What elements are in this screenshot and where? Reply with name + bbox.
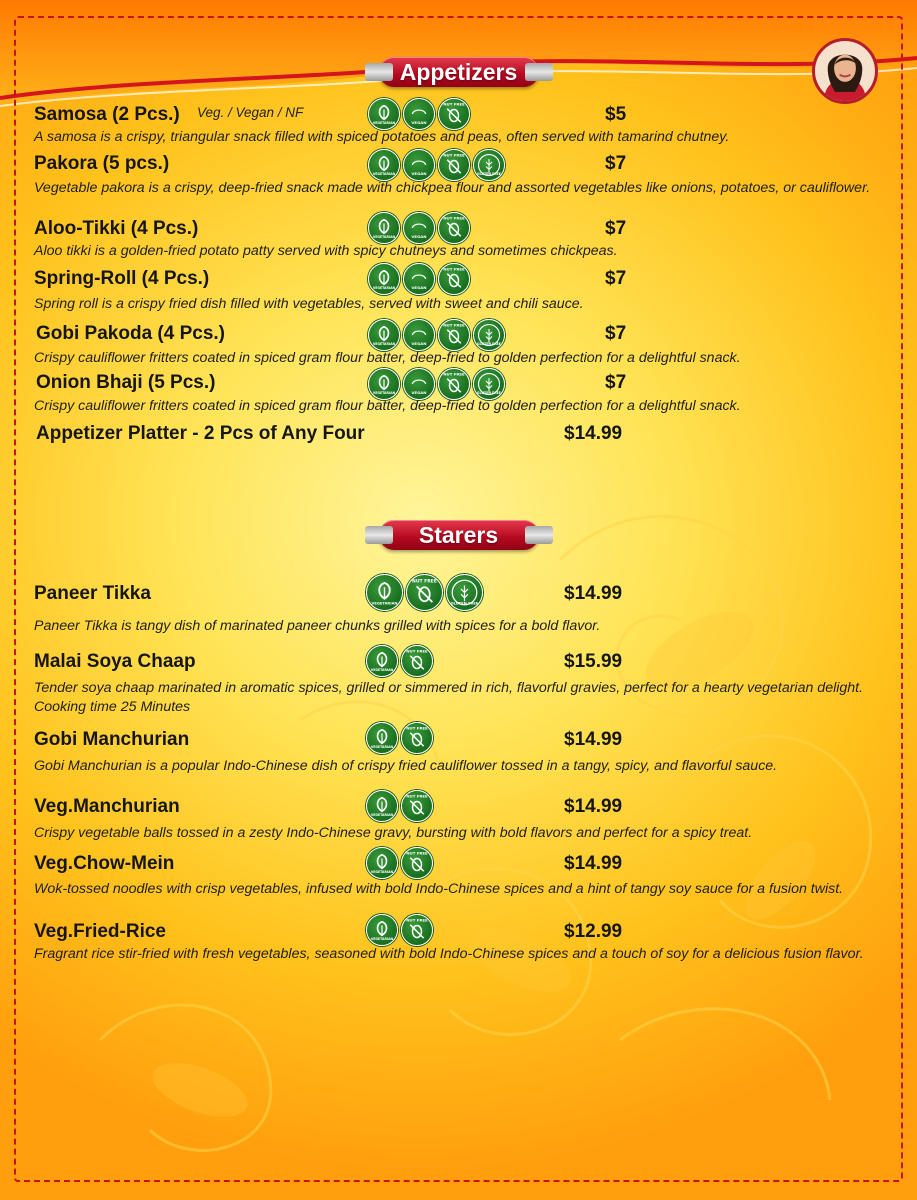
chef-portrait-icon [815, 41, 875, 101]
svg-text:VEGETARIAN: VEGETARIAN [372, 286, 396, 291]
svg-text:NUT FREE: NUT FREE [406, 850, 428, 856]
diet-badges [366, 914, 433, 946]
section-banner-starters: Starers [379, 520, 539, 550]
menu-item-price: $12.99 [564, 921, 623, 942]
vegan-icon [403, 212, 435, 244]
chef-avatar [812, 38, 878, 104]
vegan-icon [403, 263, 435, 295]
svg-text:VEGETARIAN: VEGETARIAN [371, 601, 398, 606]
svg-text:VEGETARIAN: VEGETARIAN [372, 391, 396, 396]
diet-badges [366, 847, 433, 879]
svg-text:NUT FREE: NUT FREE [443, 322, 465, 328]
diet-badges [368, 98, 470, 130]
nut-free-icon [401, 914, 433, 946]
menu-item-price: $7 [605, 153, 627, 174]
svg-text:VEGETARIAN: VEGETARIAN [370, 870, 394, 875]
svg-text:NUT FREE: NUT FREE [406, 725, 428, 731]
svg-text:VEGETARIAN: VEGETARIAN [372, 121, 396, 126]
menu-item-name: Aloo-Tikki (4 Pcs.) [34, 218, 199, 239]
menu-item-price: $15.99 [564, 651, 623, 672]
menu-item-description: Vegetable pakora is a crispy, deep-fried snack made with chickpea flour and assorted vegetables like onions, potatoes, or cauliflower. [34, 180, 871, 196]
svg-text:NUT FREE: NUT FREE [406, 648, 428, 654]
nut-free-icon [401, 722, 433, 754]
menu-item-name: Veg.Fried-Rice [34, 921, 166, 942]
menu-item-name: Samosa (2 Pcs.) [34, 104, 180, 125]
menu-item-name: Veg.Chow-Mein [34, 853, 175, 874]
svg-text:VEGAN: VEGAN [411, 234, 427, 240]
svg-text:VEGAN: VEGAN [411, 285, 427, 291]
svg-text:GLUTEN FREE: GLUTEN FREE [477, 342, 501, 347]
vegan-icon [403, 319, 435, 351]
menu-item-description: Gobi Manchurian is a popular Indo-Chinese dish of crispy fried cauliflower tossed in a tangy, spicy, and flavorful sauce. [34, 758, 778, 774]
vegetarian-icon [368, 263, 400, 295]
menu-item-price: $7 [605, 323, 627, 344]
menu-item-diet-note: Veg. / Vegan / NF [197, 105, 304, 120]
vegetarian-icon [368, 368, 400, 400]
menu-item-name: Paneer Tikka [34, 583, 151, 604]
svg-text:VEGETARIAN: VEGETARIAN [370, 668, 394, 673]
diet-badges [368, 212, 470, 244]
gluten-free-icon [446, 574, 483, 611]
svg-text:NUT FREE: NUT FREE [443, 152, 465, 158]
vegetarian-icon [368, 319, 400, 351]
vegetarian-icon [366, 847, 398, 879]
svg-text:GLUTEN FREE: GLUTEN FREE [450, 601, 479, 606]
vegetarian-icon [366, 790, 398, 822]
diet-badges [368, 368, 505, 400]
gluten-free-icon [473, 149, 505, 181]
vegan-icon [403, 368, 435, 400]
nut-free-icon [438, 98, 470, 130]
svg-text:VEGETARIAN: VEGETARIAN [372, 342, 396, 347]
menu-item-price: $14.99 [564, 423, 623, 444]
menu-item-description: Wok-tossed noodles with crisp vegetables, infused with bold Indo-Chinese spices and a hint of tangy soy sauce for a fusion twist. [34, 881, 844, 897]
diet-badges [368, 263, 470, 295]
menu-item-name: Spring-Roll (4 Pcs.) [34, 268, 210, 289]
menu-item-name: Malai Soya Chaap [34, 651, 196, 672]
svg-text:NUT FREE: NUT FREE [406, 917, 428, 923]
menu-item-description: Crispy vegetable balls tossed in a zesty Indo-Chinese gravy, bursting with bold flavors and perfect for a spicy treat. [34, 825, 753, 841]
nut-free-icon [401, 790, 433, 822]
nut-free-icon [438, 149, 470, 181]
vegetarian-icon [366, 574, 403, 611]
diet-badges [366, 722, 433, 754]
menu-item-name: Appetizer Platter - 2 Pcs of Any Four [36, 423, 365, 444]
svg-text:NUT FREE: NUT FREE [443, 215, 465, 221]
nut-free-icon [438, 212, 470, 244]
svg-text:NUT FREE: NUT FREE [443, 371, 465, 377]
menu-item-price: $14.99 [564, 729, 623, 750]
vegetarian-icon [366, 645, 398, 677]
svg-text:VEGETARIAN: VEGETARIAN [370, 937, 394, 942]
nut-free-icon [401, 847, 433, 879]
gluten-free-icon [473, 319, 505, 351]
menu-item-description: Tender soya chaap marinated in aromatic spices, grilled or simmered in rich, flavorful gravies, perfect for a hearty vegetarian delight. Cooking time 25 Minutes [34, 680, 864, 715]
svg-text:VEGETARIAN: VEGETARIAN [372, 235, 396, 240]
menu-item-price: $5 [605, 104, 627, 125]
nut-free-icon [438, 319, 470, 351]
svg-text:NUT FREE: NUT FREE [406, 793, 428, 799]
menu-item-name: Onion Bhaji (5 Pcs.) [36, 372, 216, 393]
svg-text:GLUTEN FREE: GLUTEN FREE [477, 172, 501, 177]
svg-text:VEGAN: VEGAN [411, 341, 427, 347]
svg-text:VEGAN: VEGAN [411, 171, 427, 177]
menu-item-name: Gobi Manchurian [34, 729, 190, 750]
svg-text:NUT FREE: NUT FREE [443, 266, 465, 272]
vegan-icon [403, 98, 435, 130]
menu-item-name: Veg.Manchurian [34, 796, 180, 817]
vegan-icon [403, 149, 435, 181]
nut-free-icon [406, 574, 443, 611]
diet-badges [366, 645, 433, 677]
svg-text:VEGETARIAN: VEGETARIAN [370, 745, 394, 750]
nut-free-icon [438, 368, 470, 400]
diet-badges [366, 574, 483, 611]
vegetarian-icon [366, 914, 398, 946]
menu-item-name: Pakora (5 pcs.) [34, 153, 170, 174]
svg-text:VEGETARIAN: VEGETARIAN [370, 813, 394, 818]
menu-item-name: Gobi Pakoda (4 Pcs.) [36, 323, 225, 344]
svg-text:GLUTEN FREE: GLUTEN FREE [477, 391, 501, 396]
menu-item-description: Aloo tikki is a golden-fried potato patty served with spicy chutneys and sometimes chickpeas. [34, 243, 618, 259]
svg-text:VEGAN: VEGAN [411, 390, 427, 396]
gluten-free-icon [473, 368, 505, 400]
vegetarian-icon [368, 98, 400, 130]
menu-item-description: Crispy cauliflower fritters coated in spiced gram flour batter, deep-fried to golden perfection for a delightful snack. [34, 398, 741, 414]
menu-item-description: A samosa is a crispy, triangular snack filled with spiced potatoes and peas, often served with tamarind chutney. [34, 129, 730, 145]
menu-item-price: $14.99 [564, 796, 623, 817]
diet-badges [368, 149, 505, 181]
svg-text:NUT FREE: NUT FREE [412, 579, 437, 585]
diet-badges [368, 319, 505, 351]
menu-item-price: $7 [605, 268, 627, 289]
menu-item-price: $7 [605, 218, 627, 239]
vegetarian-icon [366, 722, 398, 754]
nut-free-icon [401, 645, 433, 677]
svg-text:VEGAN: VEGAN [411, 120, 427, 126]
menu-item-price: $14.99 [564, 583, 623, 604]
nut-free-icon [438, 263, 470, 295]
vegetarian-icon [368, 149, 400, 181]
svg-text:NUT FREE: NUT FREE [443, 101, 465, 107]
section-banner-appetizers: Appetizers [379, 57, 539, 87]
menu-item-description: Fragrant rice stir-fried with fresh vegetables, seasoned with bold Indo-Chinese spices and a touch of soy for a delicious fusion flavor. [34, 946, 864, 962]
menu-item-price: $14.99 [564, 853, 623, 874]
vegetarian-icon [368, 212, 400, 244]
svg-text:VEGETARIAN: VEGETARIAN [372, 172, 396, 177]
menu-item-description: Paneer Tikka is tangy dish of marinated paneer chunks grilled with spices for a bold flavor. [34, 618, 601, 634]
diet-badges [366, 790, 433, 822]
menu-item-description: Crispy cauliflower fritters coated in spiced gram flour batter, deep-fried to golden perfection for a delightful snack. [34, 350, 741, 366]
menu-item-price: $7 [605, 372, 627, 393]
menu-item-description: Spring roll is a crispy fried dish filled with vegetables, served with sweet and chili sauce. [34, 296, 584, 312]
